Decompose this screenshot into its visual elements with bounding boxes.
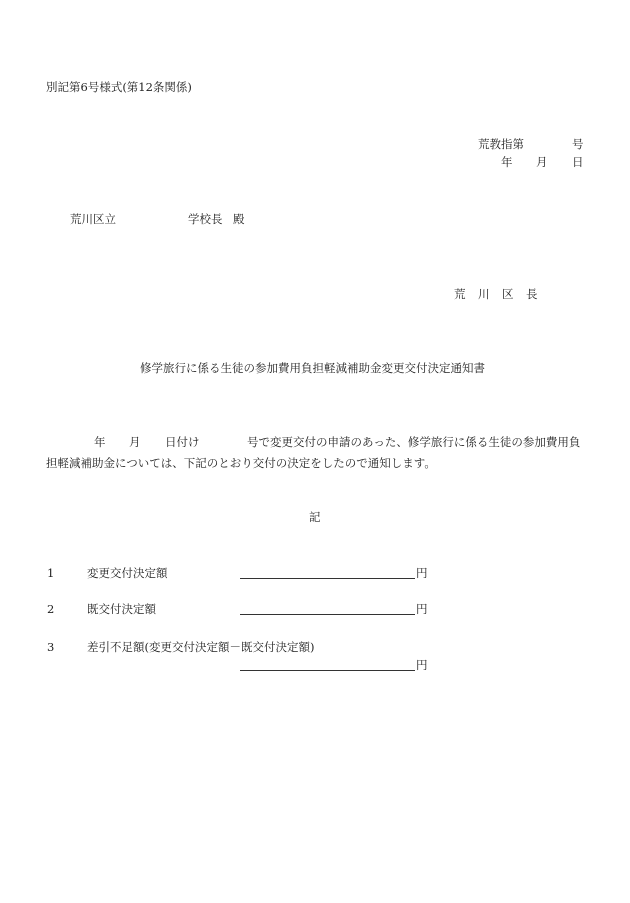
- sender-char-2: 川: [478, 287, 490, 301]
- sender-char-1: 荒: [454, 287, 466, 301]
- body-line1-rest: 号で変更交付の申請のあった、修学旅行に係る生徒の参加費用負: [247, 435, 581, 449]
- amount-blank-line: [240, 614, 415, 615]
- addressee-honorific: 殿: [233, 212, 245, 226]
- item-unit: 円: [416, 602, 428, 616]
- amount-blank-line: [240, 578, 415, 579]
- addressee-prefix: 荒川区立: [70, 212, 116, 226]
- sender-char-4: 長: [526, 287, 538, 301]
- addressee-title: 学校長: [188, 212, 223, 226]
- reference-number-suffix: 号: [572, 137, 584, 151]
- amount-blank-line: [240, 670, 415, 671]
- item-label: 既交付決定額: [87, 602, 156, 616]
- item-unit: 円: [416, 566, 428, 580]
- reference-number-prefix: 荒教指第: [478, 137, 524, 151]
- document-title: 修学旅行に係る生徒の参加費用負担軽減補助金変更交付決定通知書: [140, 361, 485, 375]
- body-month: 月: [129, 435, 141, 449]
- reference-month: 月: [536, 155, 548, 169]
- reference-year: 年: [501, 155, 513, 169]
- ki-heading: 記: [309, 510, 321, 524]
- item-unit: 円: [416, 658, 428, 672]
- item-number: 2: [47, 602, 55, 616]
- body-day-dated: 日付け: [165, 435, 200, 449]
- body-line2: 担軽減補助金については、下記のとおり交付の決定をしたので通知します。: [46, 456, 436, 470]
- form-label: 別記第6号様式(第12条関係): [46, 80, 192, 94]
- item-number: 3: [47, 640, 55, 654]
- item-label: 変更交付決定額: [87, 566, 168, 580]
- item-number: 1: [47, 566, 55, 580]
- item-label: 差引不足額(変更交付決定額－既交付決定額): [87, 640, 315, 654]
- sender-char-3: 区: [502, 287, 514, 301]
- body-year: 年: [94, 435, 106, 449]
- reference-day: 日: [572, 155, 584, 169]
